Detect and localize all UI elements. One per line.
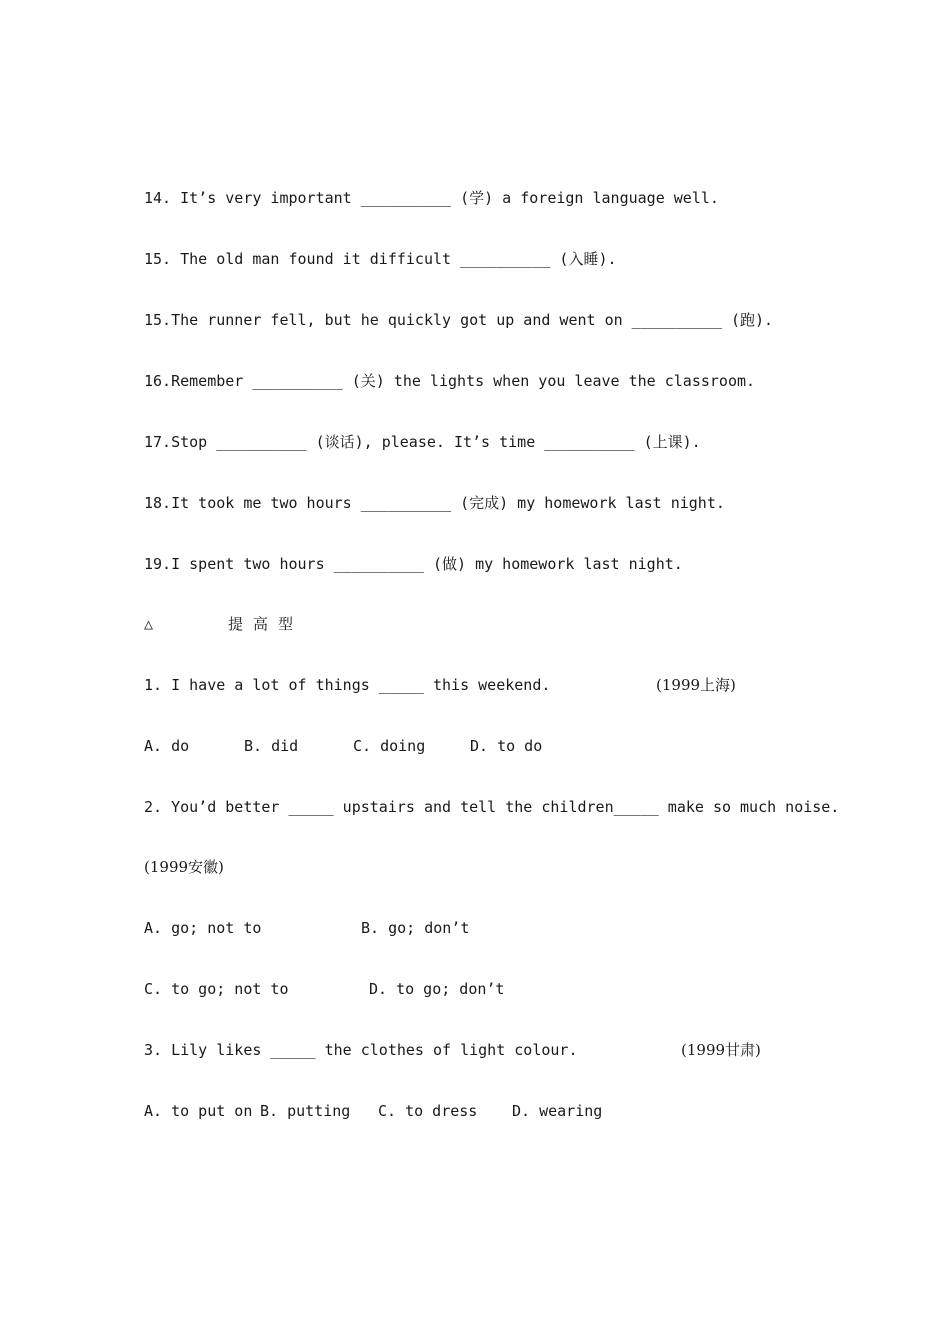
fill-in-question-16: 16.Remember __________ (关) the lights when you leave the classroom. bbox=[144, 372, 756, 390]
mc-question-3-stem: 3. Lily likes _____ the clothes of light colour. bbox=[144, 1041, 578, 1059]
mc-question-2-option-a: A. go; not to bbox=[144, 919, 262, 937]
fill-in-question-19: 19.I spent two hours __________ (做) my homework last night. bbox=[144, 555, 683, 573]
fill-in-question-14: 14. It’s very important __________ (学) a foreign language well. bbox=[144, 189, 719, 207]
mc-question-1-option-c: C. doing bbox=[353, 737, 426, 755]
mc-question-2-stem: 2. You’d better _____ upstairs and tell the children_____ make so much noise. bbox=[144, 798, 840, 816]
mc-question-3-option-c: C. to dress bbox=[378, 1102, 478, 1120]
mc-question-3-option-d: D. wearing bbox=[512, 1102, 603, 1120]
fill-in-question-15a: 15. The old man found it difficult __________ (入睡). bbox=[144, 250, 617, 268]
mc-question-1-source: (1999上海) bbox=[656, 676, 736, 694]
triangle-icon: △ bbox=[144, 615, 154, 633]
mc-question-2-option-d: D. to go; don’t bbox=[369, 980, 505, 998]
fill-in-question-15b: 15.The runner fell, but he quickly got up and went on __________ (跑). bbox=[144, 311, 774, 329]
mc-question-2-option-b: B. go; don’t bbox=[361, 919, 470, 937]
mc-question-3-option-b: B. putting bbox=[260, 1102, 351, 1120]
mc-question-1-option-d: D. to do bbox=[470, 737, 543, 755]
mc-question-3-option-a: A. to put on bbox=[144, 1102, 253, 1120]
mc-question-1-option-a: A. do bbox=[144, 737, 190, 755]
fill-in-question-17: 17.Stop __________ (谈话), please. It’s time __________ (上课). bbox=[144, 433, 701, 451]
mc-question-2-option-c: C. to go; not to bbox=[144, 980, 289, 998]
mc-question-1-option-b: B. did bbox=[244, 737, 299, 755]
section-title: 提高型 bbox=[228, 615, 304, 633]
mc-question-1-stem: 1. I have a lot of things _____ this weekend. bbox=[144, 676, 551, 694]
fill-in-question-18: 18.It took me two hours __________ (完成) my homework last night. bbox=[144, 494, 725, 512]
mc-question-3-source: (1999甘肃) bbox=[681, 1041, 761, 1059]
mc-question-2-source: (1999安徽) bbox=[144, 858, 224, 876]
